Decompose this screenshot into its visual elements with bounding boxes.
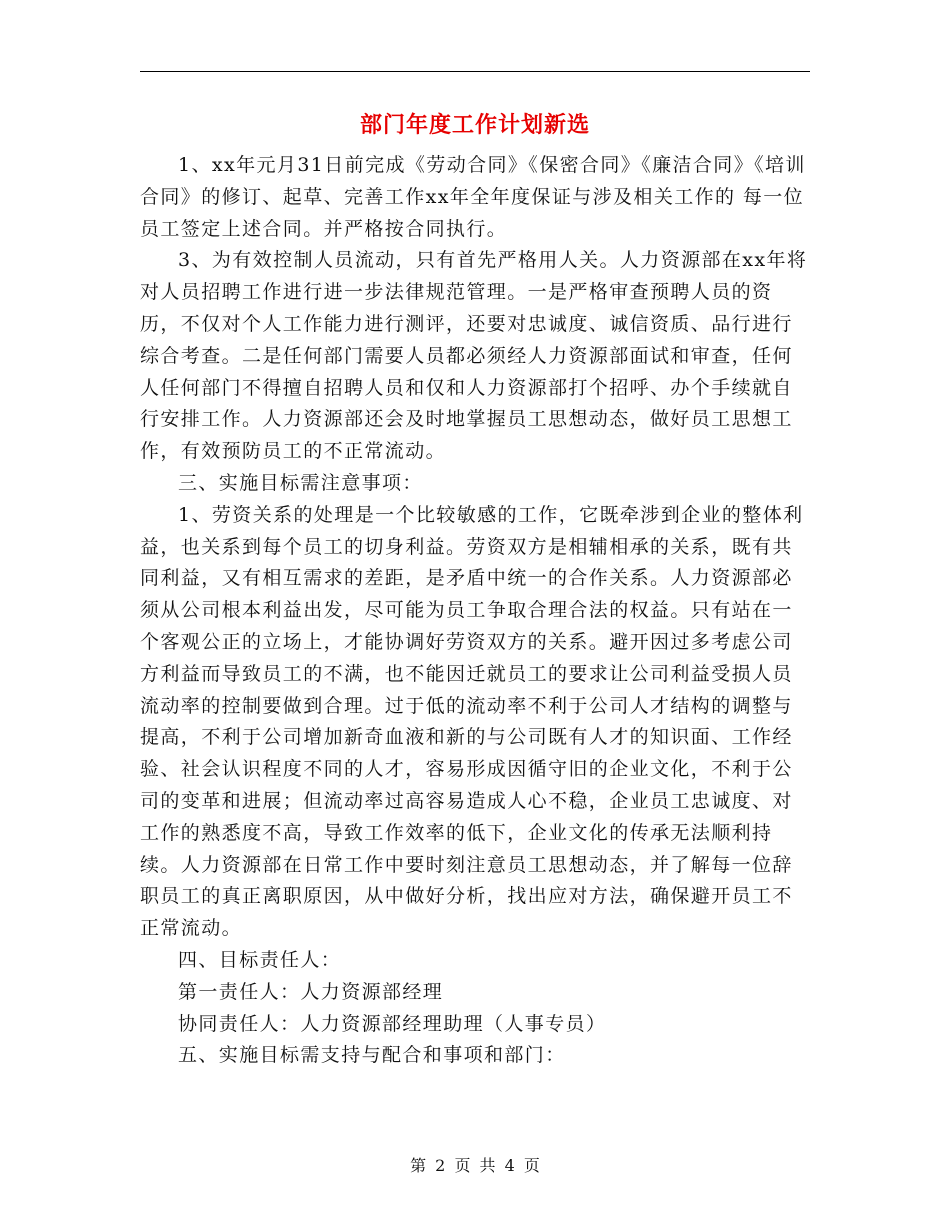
section-heading-responsible: 四、目标责任人：	[178, 948, 342, 971]
document-body	[140, 150, 812, 1072]
page-number-footer: 第 2 页 共 4 页	[410, 1156, 540, 1175]
paragraph-contracts: 1、xx年元月31日前完成《劳动合同》《保密合同》《廉洁合同》《培训合同》的修订、起草、完善工作xx年全年度保证与涉及相关工作的 每一位员工签定上述合同。并严格按合同执行。	[140, 154, 806, 240]
document-title: 部门年度工作计划新选	[359, 112, 590, 138]
section-heading-support: 五、实施目标需支持与配合和事项和部门：	[178, 1044, 566, 1067]
paragraph-staff-flow-control: 3、为有效控制人员流动，只有首先严格用人关。人力资源部在xx年将对人员招聘工作进行进一步法律规范管理。一是严格审查预聘人员的资历，不仅对个人工作能力进行测评，还要对忠诚度、诚信资质、品行进行综合考查。二是任何部门需要人员都必须经人力资源部面试和审查，任何人任何部门不得擅自招聘人员和仅和人力资源部打个招呼、办个手续就自行安排工作。人力资源部还会及时地掌握员工思想动态，做好员工思想工作，有效预防员工的不正常流动。	[140, 249, 808, 463]
co-responsible: 协同责任人：人力资源部经理助理（人事专员）	[178, 1012, 607, 1035]
header-rule	[140, 71, 810, 72]
section-heading-notes: 三、实施目标需注意事项：	[178, 471, 423, 494]
paragraph-labor-relations: 1、劳资关系的处理是一个比较敏感的工作，它既牵涉到企业的整体利益，也关系到每个员工的切身利益。劳资双方是相辅相承的关系，既有共同利益，又有相互需求的差距，是矛盾中统一的合作关系。人力资源部必须从公司根本利益出发，尽可能为员工争取合理合法的权益。只有站在一个客观公正的立场上，才能协调好劳资双方的关系。避开因过多考虑公司方利益而导致员工的不满，也不能因迁就员工的要求让公司利益受损人员流动率的控制要做到合理。过于低的流动率不利于公司人才结构的调整与提高，不利于公司增加新奇血液和新的与公司既有人才的知识面、工作经验、社会认识程度不同的人才，容易形成因循守旧的企业文化，不利于公司的变革和进展；但流动率过高容易造成人心不稳，企业员工忠诚度、对工作的熟悉度不高，导致工作效率的低下，企业文化的传承无法顺利持续。人力资源部在日常工作中要时刻注意员工思想动态，并了解每一位辞职员工的真正离职原因，从中做好分析，找出应对方法，确保避开员工不正常流动。	[140, 503, 804, 940]
primary-responsible: 第一责任人：人力资源部经理	[178, 980, 444, 1003]
